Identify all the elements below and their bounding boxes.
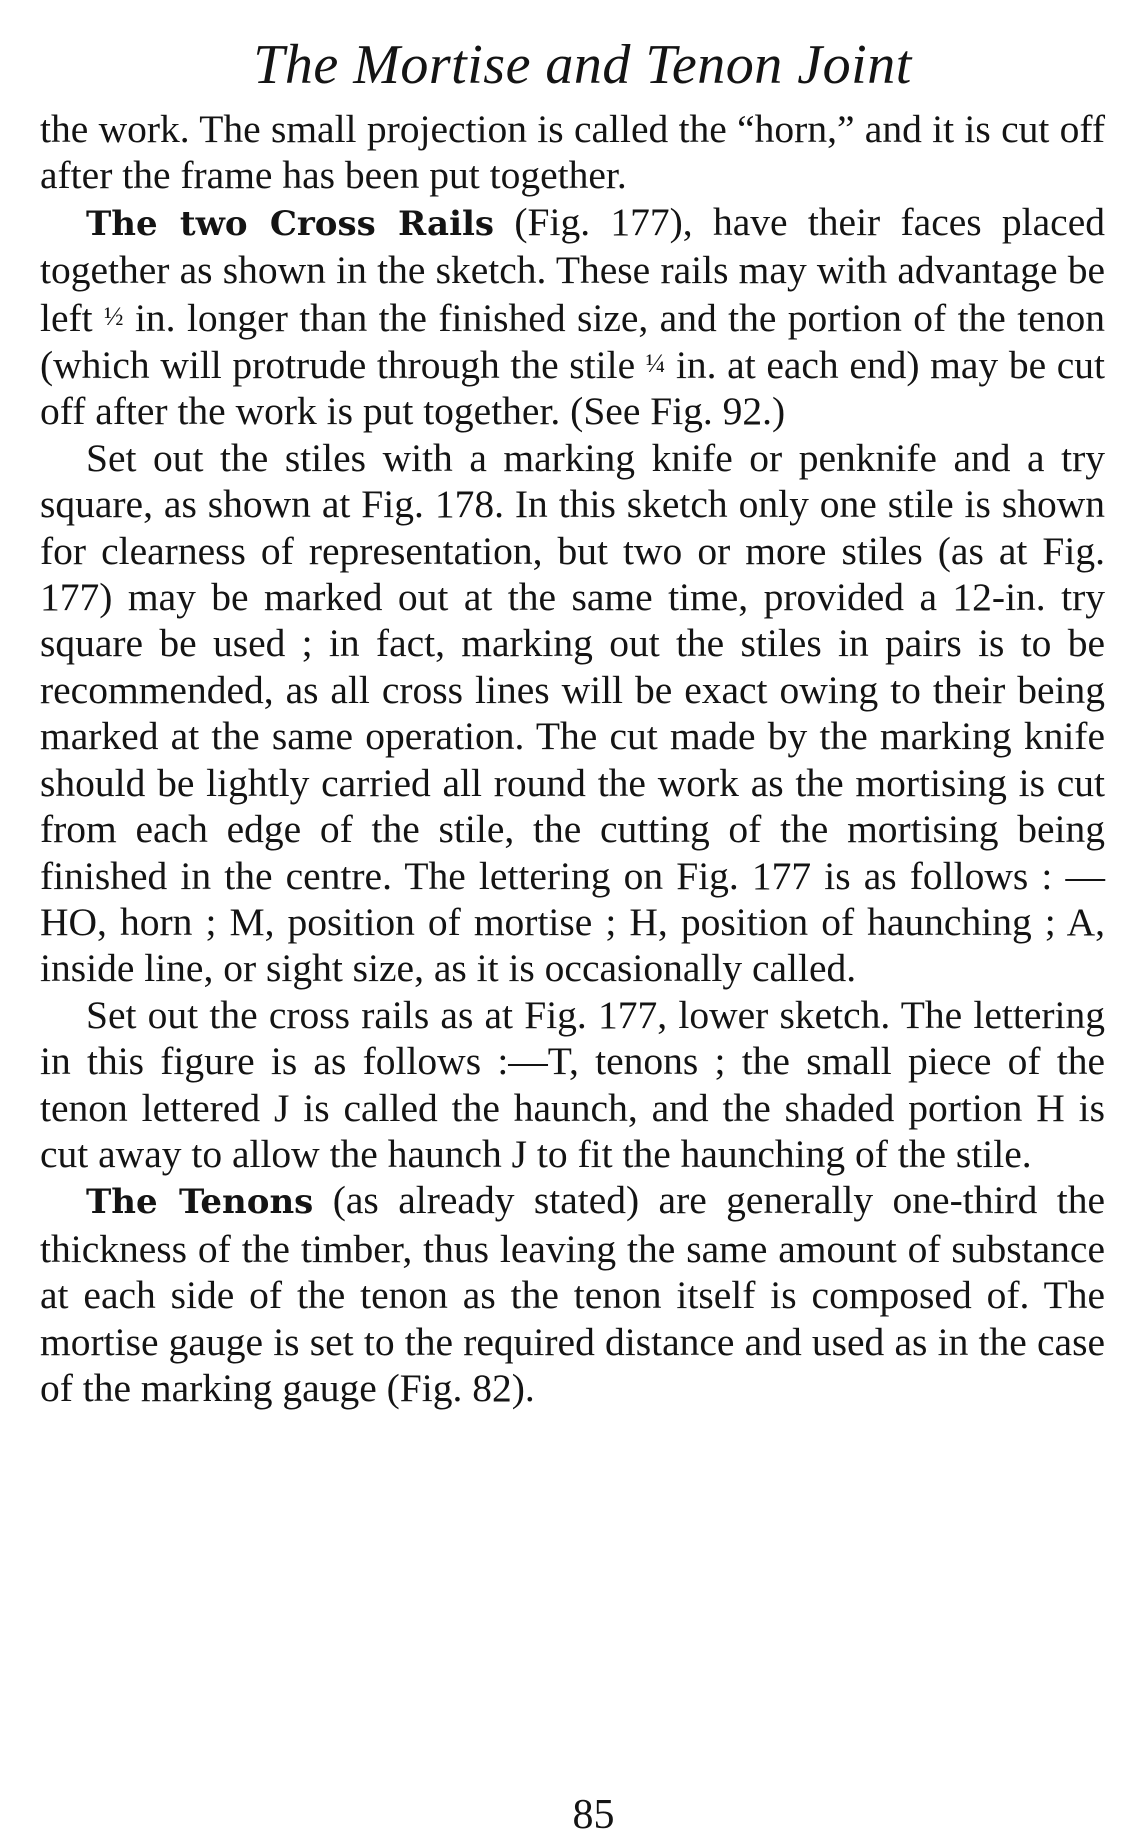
run-in-heading: The two Cross Rails <box>86 203 495 244</box>
paragraph-text: Set out the stiles with a marking knife or penknife and a try square, as shown at Fig. 178. In this sketch only one stile is shown for clearness of representation, but two or more stiles (as at Fig. 177) may be marked out at the same time, provided a 12-in. try square be used ; in fact, marking out the stiles in pairs is to be recommended, as all cross lines will be exact owing to their being marked at the same operation. The cut made by the marking knife should be lightly carried all round the work as the mortising is cut from each edge of the stile, the cutting of the mortising being finished in the centre. The lettering on Fig. 177 is as follows : —HO, horn ; M, position of mortise ; H, position of haunching ; A, inside line, or sight size, as it is occasionally called. <box>40 435 1105 991</box>
paragraph-set-out-rails <box>40 992 1105 1178</box>
paragraph-text: (as already stated) are generally one-third the thickness of the timber, thus leaving the same amount of substance at each side of the tenon as the tenon itself is composed of. The mortise gauge is set to the required distance and used as in the case of the marking gauge (Fig. 82). <box>40 1178 1106 1410</box>
run-in-heading: The Tenons <box>86 1182 314 1223</box>
paragraph-text: Set out the cross rails as at Fig. 177, lower sketch. The lettering in this figure is as follows :—T, tenons ; the small piece of the tenon lettered J is called the haunch, and the shaded portion H is cut away to allow the haunch J to fit the haunching of the stile. <box>40 992 1105 1176</box>
paragraph-continued <box>40 106 1105 199</box>
paragraph-set-out-stiles <box>40 435 1105 992</box>
book-page <box>40 30 1105 1411</box>
running-head: The Mortise and Tenon Joint <box>253 34 912 96</box>
fraction-half: ½ <box>104 301 124 331</box>
fraction-quarter: ¼ <box>645 349 666 379</box>
paragraph-cross-rails <box>40 199 1105 435</box>
paragraph-text: (Fig. 177), have their faces placed together as shown in the sketch. These rails may with advantage be left <box>40 199 1105 340</box>
paragraph-text: the work. The small projection is called the “horn,” and it is cut off after the frame has been put together. <box>40 107 1105 198</box>
paragraph-text: in. longer than the finished size, and the portion of the tenon (which will protrude through the stile <box>40 295 1105 388</box>
page-number: 85 <box>572 1792 615 1838</box>
paragraph-text: in. at each end) may be cut off after the work is put together. (See Fig. 92.) <box>40 343 1105 434</box>
paragraph-tenons <box>40 1177 1105 1411</box>
